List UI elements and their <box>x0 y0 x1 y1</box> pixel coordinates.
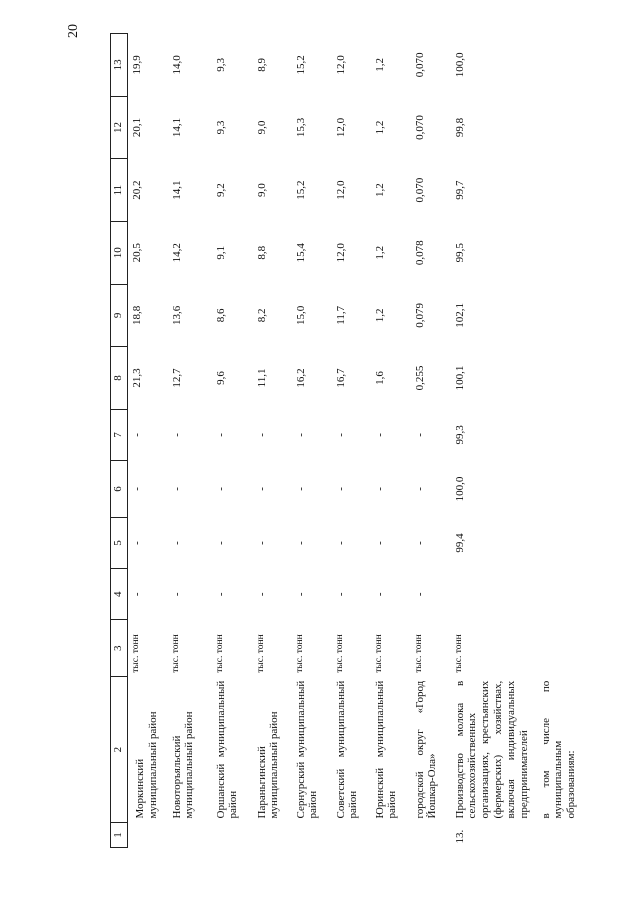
value-cell: - <box>413 541 426 545</box>
value-cell: 14,1 <box>170 180 183 200</box>
value-cell: - <box>334 487 347 491</box>
value-cell: 8,2 <box>255 308 268 323</box>
table-row <box>128 34 168 848</box>
indicator-name: городской округ «Город Йошкар-Ола» <box>413 680 439 819</box>
value-cell <box>537 409 582 460</box>
unit-of-measure: тыс. тонн <box>170 634 181 673</box>
value-cell: 12,0 <box>334 117 347 138</box>
unit-of-measure: тыс. тонн <box>334 634 345 673</box>
value-cell: 12,7 <box>170 368 183 388</box>
column-number: 8 <box>111 347 128 410</box>
value-cell: 1,2 <box>373 245 386 260</box>
value-cell: - <box>294 541 307 545</box>
table-row <box>537 34 582 848</box>
indicator-name: Производство молока в сельскохозяйственных организациях, крестьянских (фермерских) хозяйствах, включая индивидуальных предпринимателей <box>453 680 531 819</box>
value-cell: 99,3 <box>453 425 466 445</box>
indicator-name: Сернурский муниципальный район <box>294 680 320 819</box>
value-cell: - <box>255 487 268 491</box>
value-cell: - <box>255 541 268 545</box>
value-cell <box>537 569 582 620</box>
value-cell: 21,3 <box>131 368 143 388</box>
row-number <box>332 822 371 847</box>
value-cell <box>537 34 582 97</box>
value-cell: 9,0 <box>255 183 268 197</box>
value-cell: - <box>334 541 347 545</box>
value-cell: 9,1 <box>214 245 227 260</box>
value-cell: - <box>373 433 386 437</box>
indicator-name: Параньгинский муниципальный район <box>255 711 281 819</box>
unit-of-measure: тыс. тонн <box>214 634 225 673</box>
value-cell: - <box>373 487 386 491</box>
value-cell: - <box>214 592 227 597</box>
column-number: 3 <box>111 620 128 677</box>
column-number: 1 <box>111 822 128 847</box>
value-cell: - <box>294 592 307 597</box>
indicator-name: Оршанский муниципальный район <box>214 680 240 819</box>
value-cell: 8,8 <box>255 245 268 260</box>
value-cell: 0,255 <box>413 365 426 391</box>
value-cell: - <box>255 592 268 597</box>
value-cell: - <box>214 433 227 437</box>
column-number: 13 <box>111 34 128 97</box>
value-cell <box>537 517 582 568</box>
value-cell: 11,7 <box>334 305 347 325</box>
column-number: 9 <box>111 284 128 347</box>
page-number: 20 <box>66 24 81 38</box>
value-cell <box>537 284 582 347</box>
value-cell: 8,9 <box>255 57 268 72</box>
rotated-page-content <box>110 33 578 848</box>
value-cell: 100,0 <box>453 476 466 502</box>
value-cell: - <box>413 592 426 597</box>
table-header-row <box>111 34 128 848</box>
value-cell <box>537 96 582 159</box>
indicator-name: Новоторъяльский муниципальный район <box>170 711 196 819</box>
value-cell: 0,070 <box>413 115 426 140</box>
value-cell: 12,0 <box>334 243 347 263</box>
table-row <box>212 34 253 848</box>
unit-of-measure: тыс. тонн <box>131 634 141 673</box>
value-cell: 15,0 <box>294 305 307 325</box>
value-cell: - <box>373 541 386 545</box>
value-cell: 99,7 <box>453 180 466 200</box>
row-number <box>411 822 451 847</box>
table-row <box>253 34 292 848</box>
value-cell: 11,1 <box>255 368 268 388</box>
value-cell: 0,070 <box>413 52 426 78</box>
indicator-name: Советский муниципальный район <box>334 680 360 819</box>
value-cell: 20,1 <box>131 117 143 138</box>
value-cell: 18,8 <box>131 305 143 325</box>
value-cell: 16,2 <box>294 368 307 388</box>
value-cell <box>537 347 582 410</box>
unit-of-measure: тыс. тонн <box>294 634 305 673</box>
column-number: 5 <box>111 517 128 568</box>
row-number: 13. <box>453 829 466 844</box>
value-cell: 1,2 <box>373 308 386 323</box>
value-cell: 102,1 <box>453 302 466 328</box>
value-cell: - <box>214 541 227 545</box>
row-number <box>212 822 253 847</box>
column-number: 6 <box>111 460 128 517</box>
value-cell: 99,8 <box>453 117 466 138</box>
row-number <box>168 822 212 847</box>
column-number: 2 <box>111 677 128 823</box>
value-cell: 0,079 <box>413 302 426 328</box>
value-cell: 9,6 <box>214 371 227 385</box>
table-row <box>411 34 451 848</box>
column-number: 7 <box>111 409 128 460</box>
value-cell: - <box>131 592 143 597</box>
value-cell: - <box>131 433 143 437</box>
value-cell: - <box>255 433 268 437</box>
value-cell: - <box>413 433 426 437</box>
table-body <box>111 34 582 848</box>
table-row <box>292 34 332 848</box>
value-cell: 1,6 <box>373 371 386 385</box>
table-row <box>332 34 371 848</box>
indicator-name: Моркинский муниципальный район <box>134 711 159 819</box>
unit-of-measure: тыс. тонн <box>413 634 424 673</box>
table-row <box>168 34 212 848</box>
value-cell: - <box>334 592 347 597</box>
column-number: 4 <box>111 569 128 620</box>
value-cell: 0,070 <box>413 177 426 203</box>
value-cell: 99,4 <box>453 533 466 553</box>
value-cell <box>537 460 582 517</box>
table-row <box>451 34 537 848</box>
value-cell: 14,1 <box>170 117 183 138</box>
value-cell: - <box>373 592 386 597</box>
value-cell: 100,1 <box>453 365 466 391</box>
value-cell: 12,0 <box>334 180 347 200</box>
value-cell: 14,0 <box>170 55 183 75</box>
value-cell <box>537 159 582 222</box>
value-cell: 9,0 <box>255 120 268 135</box>
value-cell: - <box>214 487 227 491</box>
value-cell: 9,2 <box>214 183 227 197</box>
unit-of-measure <box>537 620 582 677</box>
value-cell: - <box>334 433 347 437</box>
unit-of-measure: тыс. тонн <box>255 634 266 673</box>
column-number: 12 <box>111 96 128 159</box>
value-cell: 20,5 <box>131 243 143 263</box>
value-cell: 9,3 <box>214 120 227 135</box>
value-cell: 15,2 <box>294 180 307 200</box>
value-cell: - <box>170 487 183 491</box>
value-cell: - <box>131 487 143 491</box>
value-cell: - <box>170 433 183 437</box>
value-cell: - <box>413 487 426 491</box>
indicator-name: в том числе по муниципальным образованиям: <box>539 680 578 819</box>
value-cell: 15,2 <box>294 55 307 75</box>
value-cell: 8,6 <box>214 308 227 323</box>
value-cell <box>451 569 537 620</box>
value-cell: 1,2 <box>373 183 386 197</box>
value-cell: - <box>170 592 183 597</box>
value-cell: - <box>294 487 307 491</box>
value-cell: 99,5 <box>453 243 466 263</box>
data-table <box>110 33 581 848</box>
row-number <box>537 822 582 847</box>
value-cell <box>537 221 582 284</box>
column-number: 11 <box>111 159 128 222</box>
value-cell: 100,0 <box>453 52 466 78</box>
value-cell: 15,4 <box>294 243 307 263</box>
value-cell: 1,2 <box>373 120 386 135</box>
value-cell: 13,6 <box>170 305 183 325</box>
row-number <box>371 822 411 847</box>
column-number: 10 <box>111 221 128 284</box>
value-cell: 9,3 <box>214 57 227 72</box>
value-cell: 0,078 <box>413 240 426 266</box>
row-number <box>128 822 168 847</box>
table-row <box>371 34 411 848</box>
value-cell: 14,2 <box>170 243 183 263</box>
row-number <box>253 822 292 847</box>
unit-of-measure: тыс. тонн <box>373 634 384 673</box>
value-cell: 16,7 <box>334 368 347 388</box>
unit-of-measure: тыс. тонн <box>453 634 464 673</box>
row-number <box>292 822 332 847</box>
value-cell: - <box>131 541 143 545</box>
value-cell: 12,0 <box>334 55 347 75</box>
indicator-name: Юринский муниципальный район <box>373 680 399 819</box>
value-cell: - <box>294 433 307 437</box>
value-cell: 1,2 <box>373 57 386 72</box>
value-cell: 19,9 <box>131 55 143 75</box>
value-cell: - <box>170 541 183 545</box>
value-cell: 15,3 <box>294 117 307 138</box>
value-cell: 20,2 <box>131 180 143 200</box>
